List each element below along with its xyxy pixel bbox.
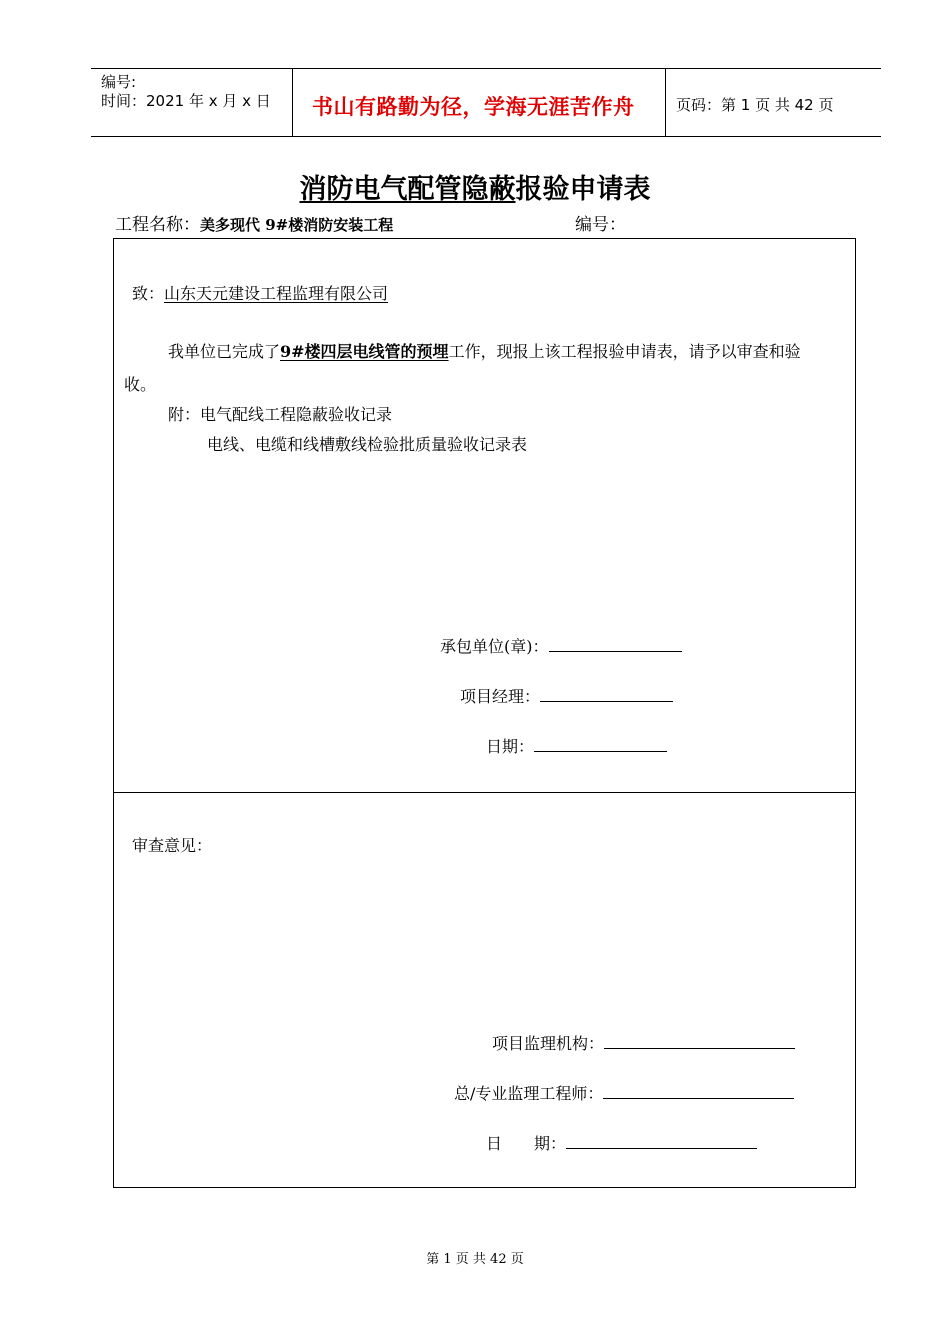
attachment-2: 电线、电缆和线槽敷线检验批质量验收记录表 [207,435,528,454]
page-title [0,167,950,206]
addressee-row [132,281,388,304]
attachment-row [168,402,392,425]
project-name: 美多现代 9#楼消防安装工程 [200,216,394,234]
review-date-blank[interactable] [566,1134,757,1149]
para-suffix: 工作，现报上该工程报验申请表，请予以审查和验 [448,342,801,361]
manager-row [460,684,673,707]
time-label: 时间：2021 年 x 月 x 日 [101,92,271,110]
review-date-row [486,1131,757,1154]
review-date-label: 日 期： [486,1134,567,1153]
header-motto-cell [292,69,666,136]
supervision-org-blank[interactable] [604,1034,795,1049]
engineer-row [454,1081,794,1104]
page-footer: 第 1 页 共 42 页 [426,1252,524,1267]
title-part-underlined: 消防电气配管隐蔽 [299,174,516,205]
section-divider [114,792,855,793]
statement-line-2: 收。 [124,375,157,394]
header-page-cell [666,69,881,136]
page-info: 页码：第 1 页 共 42 页 [676,96,834,114]
header-left-cell [91,69,293,136]
to-label: 致： [132,284,165,303]
statement-line-1 [168,339,801,362]
project-name-row [115,210,393,235]
supervision-org-label: 项目监理机构： [492,1034,605,1053]
application-form [113,238,856,1188]
supervision-org-row [492,1031,795,1054]
manager-label: 项目经理： [460,687,541,706]
attach-label: 附： [168,405,201,424]
contractor-row [440,634,682,657]
title-part-plain: 报验申请表 [515,174,651,205]
review-opinion-label: 审查意见： [132,836,213,855]
contractor-blank[interactable] [549,637,682,652]
attachment-1: 电气配线工程隐蔽验收记录 [200,405,393,424]
motto: 书山有路勤为径，学海无涯苦作舟 [312,95,635,119]
date-row [486,734,667,757]
engineer-blank[interactable] [603,1084,794,1099]
project-label: 工程名称： [115,215,200,235]
serial-label: 编号: [101,73,137,91]
date-blank[interactable] [534,737,667,752]
contractor-label: 承包单位(章)： [440,637,549,656]
work-item: 9#楼四层电线管的预埋 [280,342,449,361]
date-label: 日期： [486,737,535,756]
para-prefix: 我单位已完成了 [168,342,281,361]
manager-blank[interactable] [540,687,673,702]
engineer-label: 总/专业监理工程师： [454,1084,604,1103]
to-company: 山东天元建设工程监理有限公司 [164,284,389,303]
page-header [91,68,881,137]
number-label: 编号： [575,215,626,235]
